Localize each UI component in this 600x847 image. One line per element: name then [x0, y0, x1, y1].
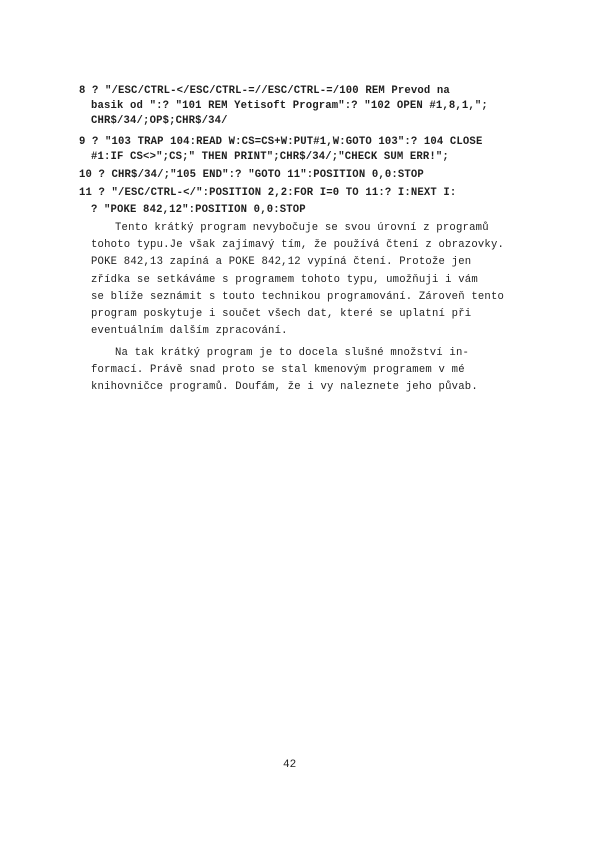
listing-line: #1:IF CS<>";CS;" THEN PRINT";CHR$/34/;"CHECK SUM ERR!";: [91, 151, 449, 163]
listing-line: basik od ":? "101 REM Yetisoft Program":? "102 OPEN #1,8,1,";: [91, 100, 488, 112]
listing-line: 9 ? "103 TRAP 104:READ W:CS=CS+W:PUT#1,W:GOTO 103":? 104 CLOSE: [79, 136, 483, 148]
listing-line: 10 ? CHR$/34/;"105 END":? "GOTO 11":POSITION 0,0:STOP: [79, 169, 424, 181]
paragraph-line: se blíže seznámit s touto technikou programování. Zároveň tento: [91, 291, 505, 303]
listing-line: CHR$/34/;OP$;CHR$/34/: [91, 115, 228, 127]
paragraph-line: eventuálním dalším zpracování.: [91, 325, 288, 337]
page-number: 42: [283, 759, 297, 771]
paragraph-line: Na tak krátký program je to docela slušné množství in-: [115, 347, 470, 359]
listing-line: ? "POKE 842,12":POSITION 0,0:STOP: [91, 204, 306, 216]
paragraph-line: formací. Právě snad proto se stal kmenovým programem v mé: [91, 364, 465, 376]
paragraph-line: POKE 842,13 zapíná a POKE 842,12 vypíná čtení. Protože jen: [91, 256, 472, 268]
paragraph-line: zřídka se setkáváme s programem tohoto typu, umožňuji i vám: [91, 274, 478, 286]
listing-line: 11 ? "/ESC/CTRL-</":POSITION 2,2:FOR I=0 TO 11:? I:NEXT I:: [79, 187, 457, 199]
paragraph-line: knihovničce programů. Doufám, že i vy naleznete jeho půvab.: [91, 381, 478, 393]
paragraph-line: tohoto typu.Je však zajímavý tím, že používá čtení z obrazovky.: [91, 239, 505, 251]
listing-line: 8 ? "/ESC/CTRL-</ESC/CTRL-=//ESC/CTRL-=/100 REM Prevod na: [79, 85, 450, 97]
paragraph-line: program poskytuje i součet všech dat, které se uplatní při: [91, 308, 472, 320]
paragraph-line: Tento krátký program nevybočuje se svou úrovní z programů: [115, 222, 489, 234]
